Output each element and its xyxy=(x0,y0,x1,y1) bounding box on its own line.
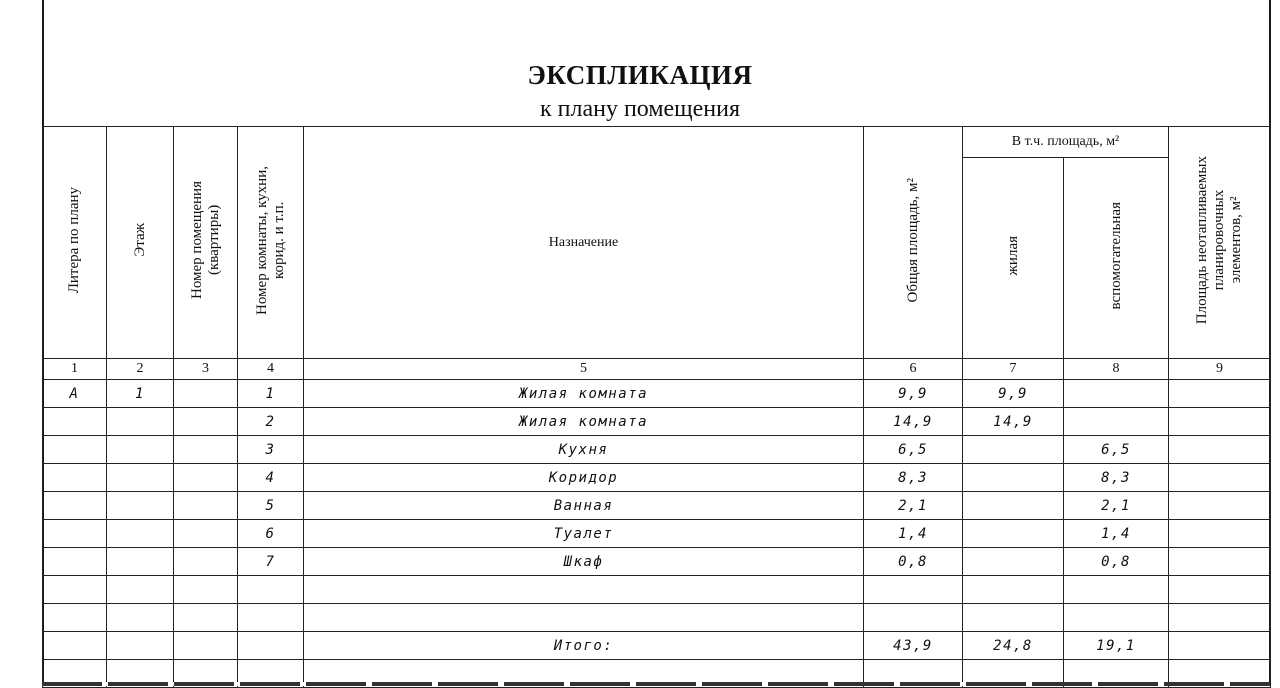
cell-litera xyxy=(43,548,107,576)
cell-total-area: 1,4 xyxy=(864,520,963,548)
cell-total-area: 14,9 xyxy=(864,408,963,436)
cell-purpose xyxy=(304,576,864,604)
cell-auxiliary-area: 1,4 xyxy=(1064,520,1169,548)
cell-living-area xyxy=(963,436,1064,464)
table-body xyxy=(43,380,1271,688)
cell-floor: 1 xyxy=(107,380,174,408)
cell-total-area xyxy=(864,604,963,632)
column-numbers-row xyxy=(43,359,1271,380)
header-living-area: жилая xyxy=(963,158,1064,359)
cell-floor xyxy=(107,436,174,464)
page-bottom-edge xyxy=(42,682,1270,686)
cell-auxiliary-area xyxy=(1064,408,1169,436)
cell-unheated-area xyxy=(1169,380,1271,408)
header-litera: Литера по плану xyxy=(43,127,107,359)
cell-floor xyxy=(107,464,174,492)
cell-purpose: Жилая комната xyxy=(304,380,864,408)
table-row xyxy=(43,520,1271,548)
cell-room: 2 xyxy=(238,408,304,436)
cell-living-area xyxy=(963,576,1064,604)
cell-unheated-area xyxy=(1169,520,1271,548)
cell-auxiliary-area: 19,1 xyxy=(1064,632,1169,660)
cell-auxiliary-area: 0,8 xyxy=(1064,548,1169,576)
cell-litera xyxy=(43,604,107,632)
header-auxiliary-area: вспомогательная xyxy=(1064,158,1169,359)
cell-apartment xyxy=(174,436,238,464)
cell-floor xyxy=(107,604,174,632)
cell-total-area: 6,5 xyxy=(864,436,963,464)
cell-apartment xyxy=(174,548,238,576)
cell-living-area xyxy=(963,548,1064,576)
cell-litera xyxy=(43,520,107,548)
table-row xyxy=(43,576,1271,604)
cell-floor xyxy=(107,520,174,548)
column-number: 9 xyxy=(1169,359,1271,380)
cell-purpose: Коридор xyxy=(304,464,864,492)
cell-litera xyxy=(43,492,107,520)
cell-apartment xyxy=(174,380,238,408)
cell-litera xyxy=(43,436,107,464)
cell-room: 6 xyxy=(238,520,304,548)
table-row xyxy=(43,408,1271,436)
cell-room: 5 xyxy=(238,492,304,520)
column-number: 5 xyxy=(304,359,864,380)
cell-living-area xyxy=(963,520,1064,548)
cell-floor xyxy=(107,408,174,436)
cell-floor xyxy=(107,632,174,660)
cell-apartment xyxy=(174,632,238,660)
column-number: 1 xyxy=(43,359,107,380)
cell-purpose: Итого: xyxy=(304,632,864,660)
cell-living-area xyxy=(963,604,1064,632)
column-number: 7 xyxy=(963,359,1064,380)
cell-room: 4 xyxy=(238,464,304,492)
table-row xyxy=(43,380,1271,408)
cell-total-area xyxy=(864,576,963,604)
cell-unheated-area xyxy=(1169,408,1271,436)
header-floor: Этаж xyxy=(107,127,174,359)
cell-auxiliary-area xyxy=(1064,604,1169,632)
column-number: 3 xyxy=(174,359,238,380)
cell-living-area: 14,9 xyxy=(963,408,1064,436)
cell-living-area: 9,9 xyxy=(963,380,1064,408)
cell-room: 7 xyxy=(238,548,304,576)
table-row xyxy=(43,492,1271,520)
cell-auxiliary-area: 8,3 xyxy=(1064,464,1169,492)
cell-floor xyxy=(107,548,174,576)
header-apartment-number: Номер помещения (квартиры) xyxy=(174,127,238,359)
cell-unheated-area xyxy=(1169,548,1271,576)
cell-purpose xyxy=(304,604,864,632)
column-number: 8 xyxy=(1064,359,1169,380)
cell-room xyxy=(238,576,304,604)
document-subtitle: к плану помещения xyxy=(539,96,741,122)
cell-unheated-area xyxy=(1169,464,1271,492)
document-title: ЭКСПЛИКАЦИЯ xyxy=(527,60,753,90)
table-row xyxy=(43,604,1271,632)
table-row xyxy=(43,464,1271,492)
cell-floor xyxy=(107,492,174,520)
cell-unheated-area xyxy=(1169,576,1271,604)
cell-auxiliary-area xyxy=(1064,576,1169,604)
explication-table xyxy=(42,126,1271,688)
cell-apartment xyxy=(174,520,238,548)
cell-apartment xyxy=(174,464,238,492)
cell-apartment xyxy=(174,604,238,632)
column-number: 4 xyxy=(238,359,304,380)
table-row xyxy=(43,548,1271,576)
cell-room: 3 xyxy=(238,436,304,464)
column-number: 2 xyxy=(107,359,174,380)
cell-room xyxy=(238,632,304,660)
cell-apartment xyxy=(174,408,238,436)
cell-room: 1 xyxy=(238,380,304,408)
header-area-group: В т.ч. площадь, м² xyxy=(963,127,1169,158)
cell-living-area xyxy=(963,464,1064,492)
header-total-area: Общая площадь, м² xyxy=(864,127,963,359)
cell-floor xyxy=(107,576,174,604)
cell-purpose: Ванная xyxy=(304,492,864,520)
cell-litera xyxy=(43,408,107,436)
header-unheated-area: Площадь неотапливаемых планировочных элементов, м² xyxy=(1169,127,1271,359)
cell-room xyxy=(238,604,304,632)
cell-litera xyxy=(43,632,107,660)
cell-unheated-area xyxy=(1169,604,1271,632)
table-row xyxy=(43,436,1271,464)
cell-total-area: 8,3 xyxy=(864,464,963,492)
cell-auxiliary-area: 6,5 xyxy=(1064,436,1169,464)
cell-apartment xyxy=(174,492,238,520)
cell-auxiliary-area xyxy=(1064,380,1169,408)
cell-total-area: 2,1 xyxy=(864,492,963,520)
cell-total-area: 9,9 xyxy=(864,380,963,408)
cell-litera xyxy=(43,576,107,604)
cell-purpose: Шкаф xyxy=(304,548,864,576)
column-number: 6 xyxy=(864,359,963,380)
cell-unheated-area xyxy=(1169,492,1271,520)
cell-auxiliary-area: 2,1 xyxy=(1064,492,1169,520)
table-row xyxy=(43,632,1271,660)
cell-living-area: 24,8 xyxy=(963,632,1064,660)
cell-litera: А xyxy=(43,380,107,408)
cell-total-area: 43,9 xyxy=(864,632,963,660)
cell-unheated-area xyxy=(1169,436,1271,464)
cell-apartment xyxy=(174,576,238,604)
cell-purpose: Кухня xyxy=(304,436,864,464)
cell-total-area: 0,8 xyxy=(864,548,963,576)
cell-purpose: Туалет xyxy=(304,520,864,548)
header-purpose: Назначение xyxy=(304,127,864,359)
cell-living-area xyxy=(963,492,1064,520)
cell-litera xyxy=(43,464,107,492)
cell-purpose: Жилая комната xyxy=(304,408,864,436)
cell-unheated-area xyxy=(1169,632,1271,660)
header-room-number: Номер комнаты, кухни, корид. и т.п. xyxy=(238,127,304,359)
